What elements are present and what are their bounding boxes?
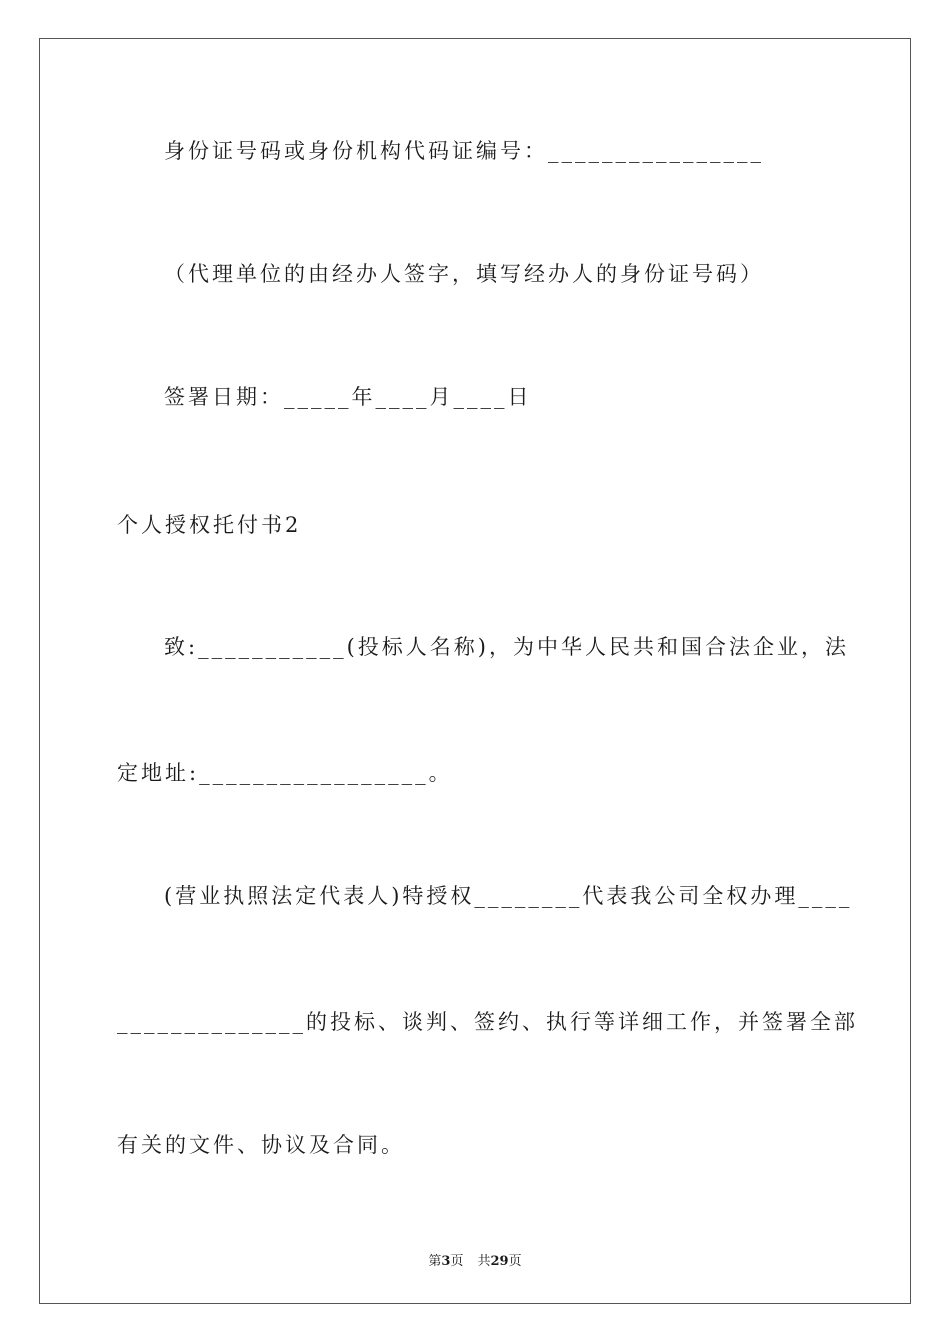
footer-total-prefix: 共	[477, 1254, 491, 1269]
footer-page-prefix: 第	[428, 1254, 442, 1269]
signing-date-line: 签署日期：_____年____月____日	[164, 385, 532, 409]
footer-page-number: 3	[441, 1254, 451, 1269]
footer-total-pages: 29	[490, 1254, 509, 1269]
agent-signature-note: （代理单位的由经办人签字，填写经办人的身份证号码）	[164, 262, 764, 286]
page-footer	[0, 1250, 950, 1269]
page-border	[39, 38, 911, 1304]
scope-line: ______________的投标、谈判、签约、执行等详细工作，并签署全部	[117, 1010, 858, 1034]
id-number-line: 身份证号码或身份机构代码证编号：________________	[164, 139, 764, 163]
footer-page-suffix: 页	[450, 1254, 464, 1269]
authorization-line: (营业执照法定代表人)特授权________代表我公司全权办理____	[164, 884, 853, 908]
addressee-line: 致:___________(投标人名称)，为中华人民共和国合法企业，法	[164, 635, 849, 659]
footer-total-suffix: 页	[508, 1254, 522, 1269]
documents-line: 有关的文件、协议及合同。	[117, 1133, 405, 1157]
legal-address-line: 定地址:_________________。	[117, 761, 453, 785]
section-heading: 个人授权托付书2	[117, 513, 302, 537]
